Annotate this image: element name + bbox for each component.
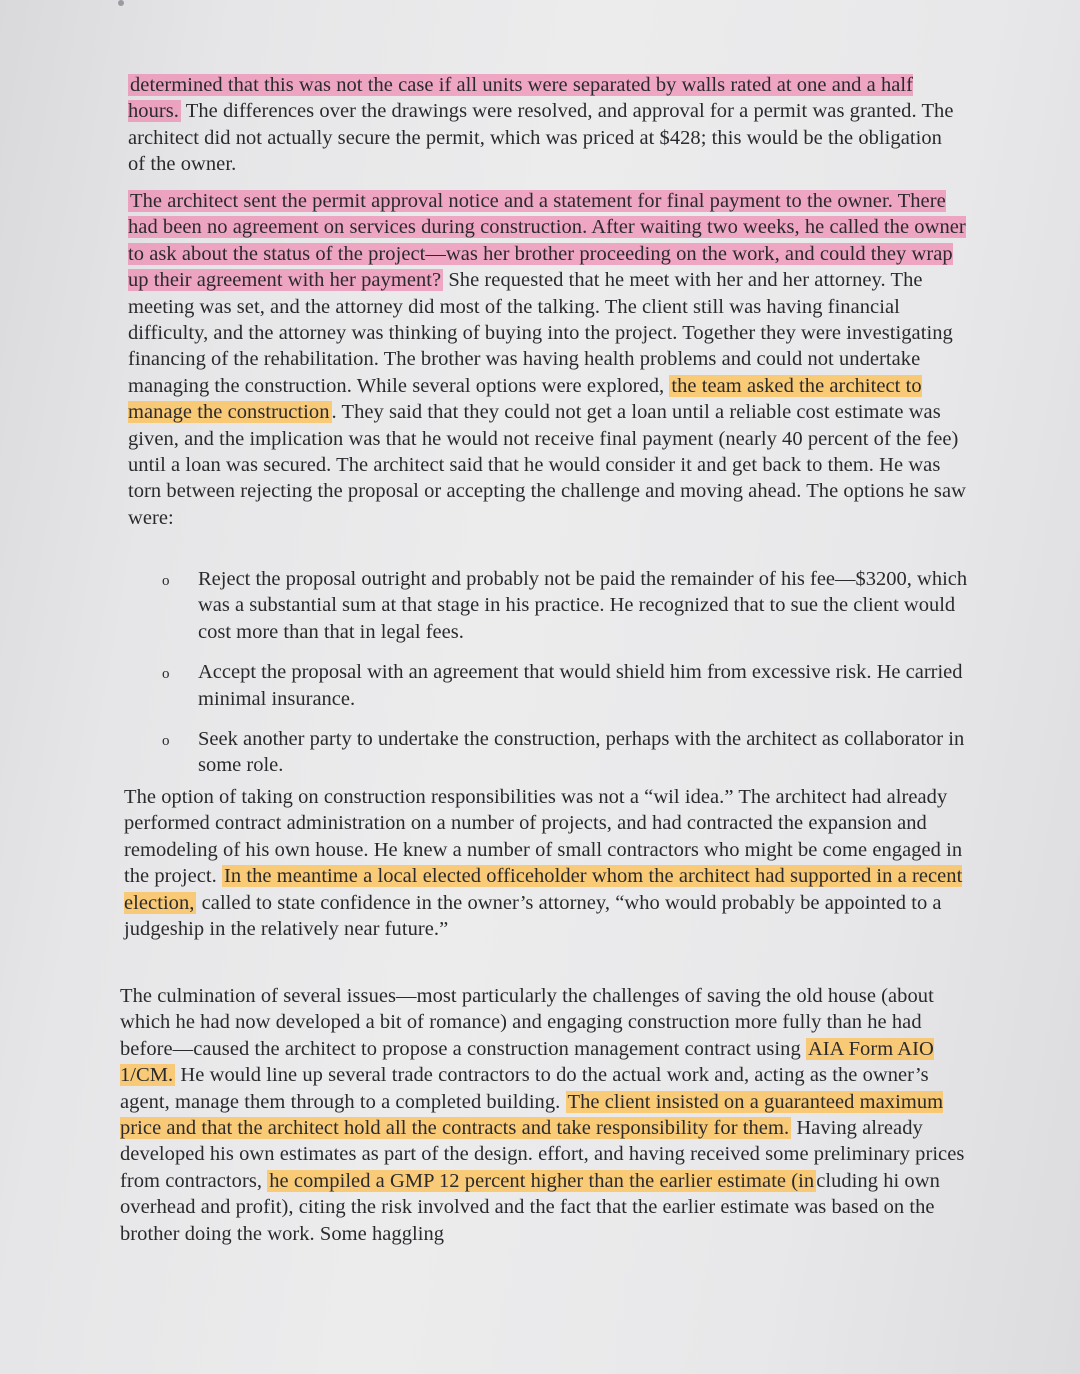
bullet-marker: o [162, 666, 170, 683]
highlight-orange-5: he compiled a GMP 12 percent higher than the earlier estimate (in [269, 1169, 815, 1192]
bullet-marker: o [162, 573, 170, 589]
highlight-orange-4: The client insisted on a guaranteed maximum price and that the architect hold all the contracts and take responsibility for them. [120, 1090, 944, 1140]
paragraph-4-text: The culmination of several issues—most particularly the challenges of saving the old house (about which he had now developed a bit of romance) and engaging construction more fully than he had before—caused the architect to propose a construction management contract using [120, 985, 934, 1060]
paragraph-1 [128, 72, 958, 178]
list-item-text: Accept the proposal with an agreement that would shield him from excessive risk. He carried minimal insurance. [198, 661, 963, 710]
paragraph-2-text: She requested that he meet with her and her attorney. The meeting was set, and the attorney did most of the talking. The client still was having financial difficulty, and the attorney was thinking of buying into the project. Together they were investigating financing of the rehabilitation. The brother was having health problems and could not undertake managing the construction. While several options were explored, [128, 269, 953, 397]
list-item-text: Seek another party to undertake the construction, perhaps with the architect as collaborator in some role. [198, 728, 965, 777]
bullet-marker: o [162, 733, 170, 750]
paragraph-4 [120, 983, 975, 1247]
page-speck [118, 0, 124, 6]
list-item [160, 659, 980, 712]
paragraph-3 [124, 784, 969, 942]
list-item [160, 566, 980, 645]
paragraph-1-text: The differences over the drawings were resolved, and approval for a permit was granted. The architect did not actually secure the permit, which was priced at $428; this would be the obligation of the owner. [128, 100, 954, 176]
paragraph-3-text: The option of taking on construction responsibilities was not a “wil idea.” The architect had already performed contract administration on a number of projects, and had contracted the expansion and remodeling of his own house. He knew a number of small contractors who might be come engaged in the project. [124, 786, 963, 888]
highlight-orange-3: AIA Form AIO 1/CM. [120, 1037, 934, 1087]
paragraph-4-text-2: He would line up several trade contractors to do the actual work and, acting as the owner’s agent, manage them through to a completed building. [120, 1064, 929, 1113]
paragraph-3-text-end: called to state confidence in the owner’s attorney, “who would probably be appointed to a judgeship in the relatively near future.” [124, 891, 942, 941]
options-list [160, 566, 980, 793]
paragraph-2-text-end: . They said that they could not get a loan until a reliable cost estimate was given, and the implication was that he would not receive final payment (nearly 40 percent of the fee) until a loan was secured. The architect said that he would consider it and get back to them. He was torn between rejecting the proposal or accepting the challenge and moving ahead. The options he saw were: [128, 401, 966, 529]
list-item-text: Reject the proposal outright and probably not be paid the remainder of his fee—$3200, which was a substantial sum at that stage in his practice. He recognized that to sue the client would cost more than that in legal fees. [198, 568, 968, 643]
paragraph-2 [128, 188, 968, 531]
paragraph-4-text-3: Having already developed his own estimates as part of the design. effort, and having received some preliminary prices from contractors, [120, 1117, 965, 1192]
list-item [160, 726, 980, 779]
paragraph-4-text-end: cluding hi own overhead and profit), citing the risk involved and the fact that the earlier estimate was based on the brother doing the work. Some haggling [120, 1169, 940, 1245]
highlight-pink-2: The architect sent the permit approval notice and a statement for final payment to the owner. There had been no agreement on services during construction. After waiting two weeks, he called the owner to ask about the status of the project—was her brother proceeding on the work, and could they wrap up their agreement with her payment? [128, 190, 966, 292]
highlight-pink-1: determined that this was not the case if all units were separated by walls rated at one and a half hours. [128, 74, 914, 123]
highlight-orange-2: In the meantime a local elected officeholder whom the architect had supported in a recent election, [124, 865, 963, 914]
highlight-orange-1: the team asked the architect to manage the construction [128, 374, 922, 424]
